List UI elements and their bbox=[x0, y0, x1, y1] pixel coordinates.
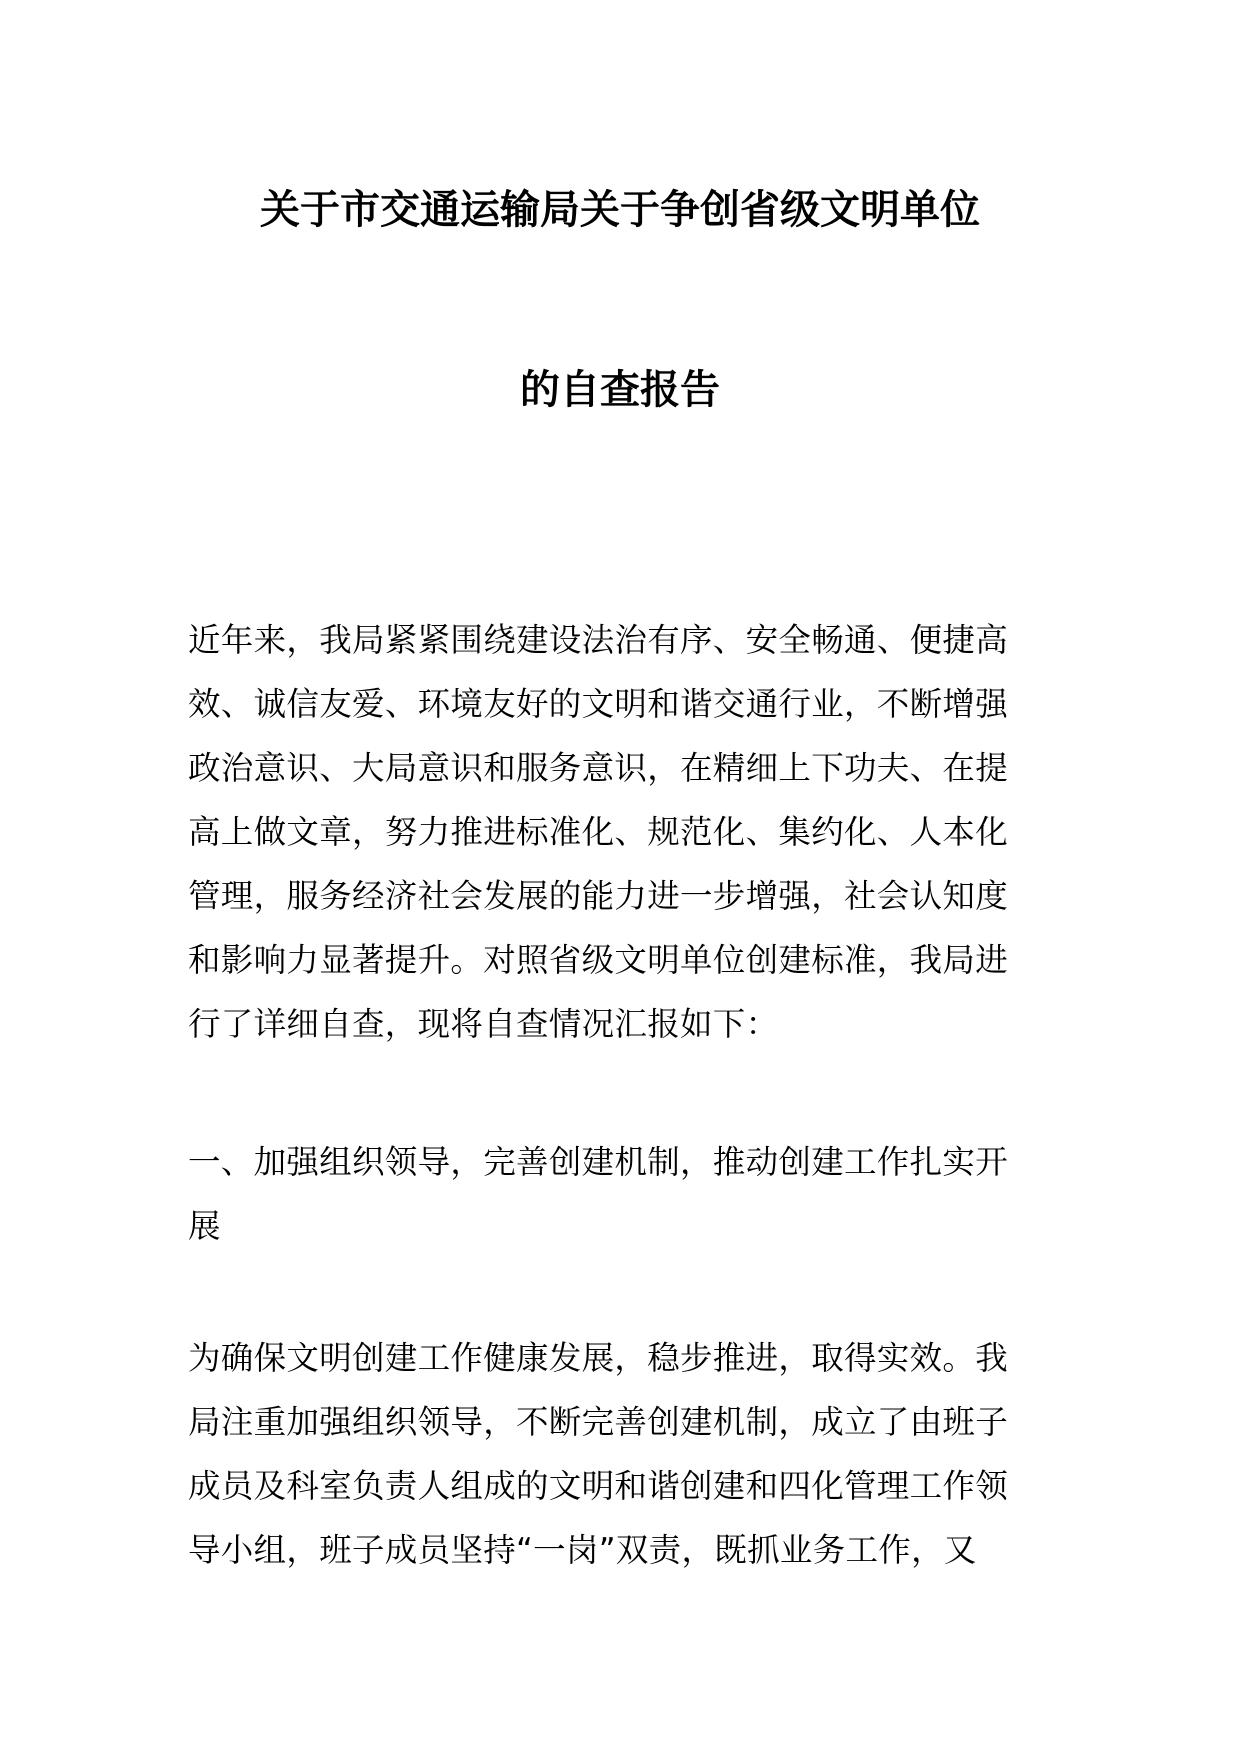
paragraph-line: 导小组，班子成员坚持“一岗”双责，既抓业务工作，又 bbox=[188, 1531, 977, 1569]
paragraph-line: 和影响力显著提升。对照省级文明单位创建标准，我局进 bbox=[188, 941, 1009, 979]
paragraph-line: 高上做文章，努力推进标准化、规范化、集约化、人本化 bbox=[188, 813, 1009, 851]
paragraph-line: 效、诚信友爱、环境友好的文明和谐交通行业，不断增强 bbox=[188, 685, 1009, 723]
intro-paragraph bbox=[188, 608, 1068, 1056]
paragraph-line: 管理，服务经济社会发展的能力进一步增强，社会认知度 bbox=[188, 877, 1009, 915]
document-title-line-2: 的自查报告 bbox=[520, 367, 720, 413]
paragraph-line: 行了详细自查，现将自查情况汇报如下： bbox=[188, 1005, 779, 1043]
paragraph-line: 为确保文明创建工作健康发展，稳步推进，取得实效。我 bbox=[188, 1339, 1009, 1377]
heading-line: 一、加强组织领导，完善创建机制，推动创建工作扎实开 bbox=[188, 1143, 1009, 1181]
section-1-paragraph bbox=[188, 1326, 1068, 1582]
document-title-line-1: 关于市交通运输局关于争创省级文明单位 bbox=[260, 187, 980, 233]
paragraph-line: 政治意识、大局意识和服务意识，在精细上下功夫、在提 bbox=[188, 749, 1009, 787]
paragraph-line: 近年来，我局紧紧围绕建设法治有序、安全畅通、便捷高 bbox=[188, 621, 1009, 659]
paragraph-line: 局注重加强组织领导，不断完善创建机制，成立了由班子 bbox=[188, 1403, 1009, 1441]
paragraph-line: 成员及科室负责人组成的文明和谐创建和四化管理工作领 bbox=[188, 1467, 1009, 1505]
heading-line: 展 bbox=[188, 1207, 221, 1245]
section-heading-1 bbox=[188, 1130, 1068, 1258]
